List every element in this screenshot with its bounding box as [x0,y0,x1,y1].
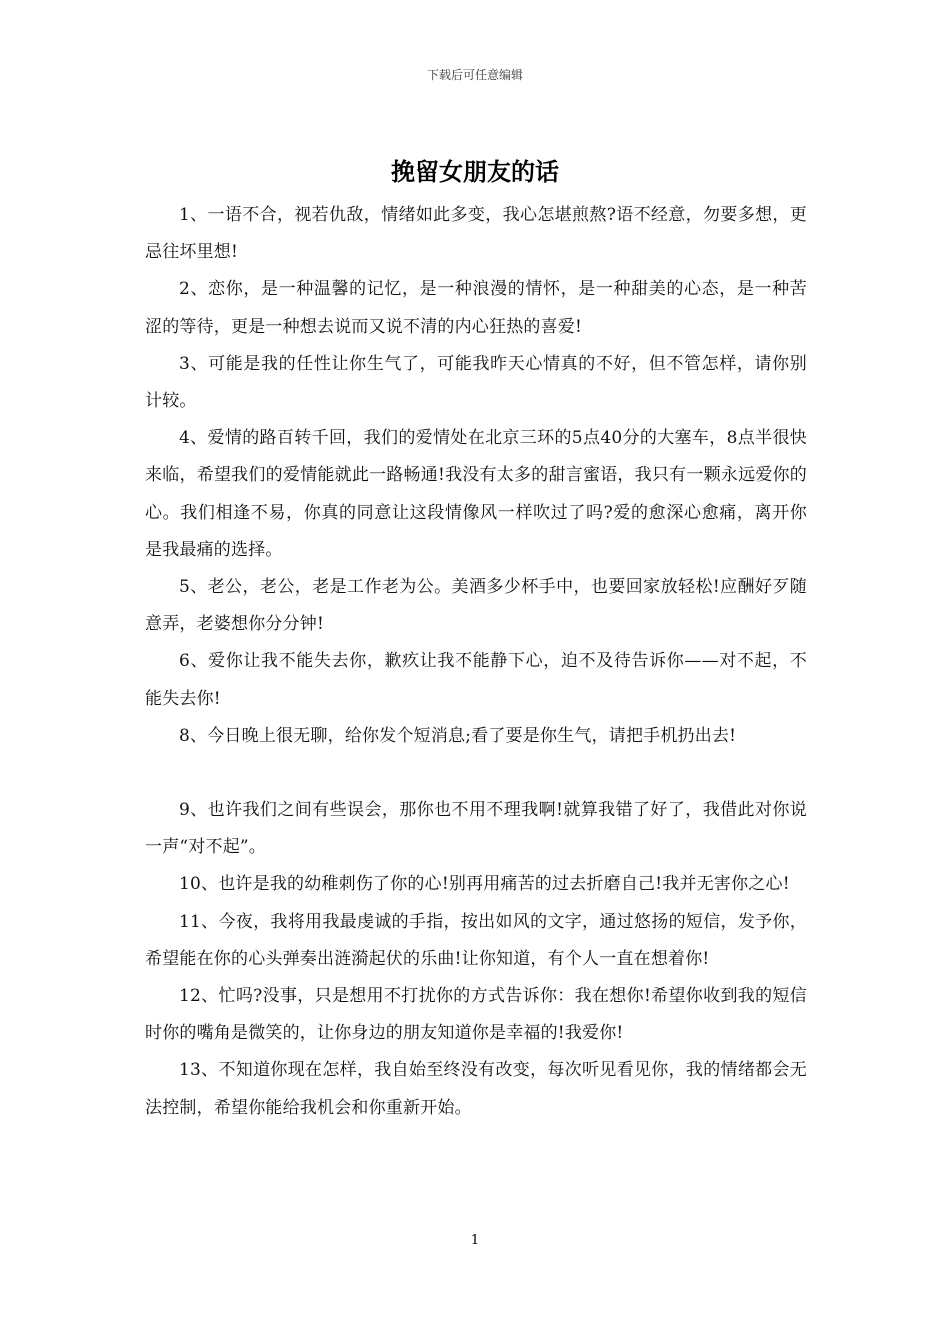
document-title: 挽留女朋友的话 [391,157,559,186]
paragraph-1: 1、一语不合，视若仇敌，情绪如此多变，我心怎堪煎熬?语不经意，勿要多想，更忌往坏里想! [145,205,807,263]
document-body [145,197,807,1127]
paragraph-12: 12、忙吗?没事，只是想用不打扰你的方式告诉你：我在想你!希望你收到我的短信时你的嘴角是微笑的，让你身边的朋友知道你是幸福的!我爱你! [145,986,807,1044]
paragraph-3: 3、可能是我的任性让你生气了，可能我昨天心情真的不好，但不管怎样，请你别计较。 [145,353,807,412]
paragraph-4: 4、爱情的路百转千回，我们的爱情处在北京三环的5点40分的大塞车，8点半很快来临，希望我们的爱情能就此一路畅通!我没有太多的甜言蜜语，我只有一颗永远爱你的心。我们相逢不易，你真的同意让这段情像风一样吹过了吗?爱的愈深心愈痛，离开你是我最痛的选择。 [145,428,807,560]
paragraph-11: 11、今夜，我将用我最虔诚的手指，按出如风的文字，通过悠扬的短信，发予你，希望能在你的心头弹奏出涟漪起伏的乐曲!让你知道，有个人一直在想着你! [145,911,807,969]
paragraph-13: 13、不知道你现在怎样，我自始至终没有改变，每次听见看见你，我的情绪都会无法控制，希望你能给我机会和你重新开始。 [145,1060,807,1118]
paragraph-9: 9、也许我们之间有些误会，那你也不用不理我啊!就算我错了好了，我借此对你说一声“对不起”。 [145,800,807,858]
paragraph-2: 2、恋你，是一种温馨的记忆，是一种浪漫的情怀，是一种甜美的心态，是一种苦涩的等待，更是一种想去说而又说不清的内心狂热的喜爱! [145,279,807,337]
paragraph-6: 6、爱你让我不能失去你，歉疚让我不能静下心，迫不及待告诉你——对不起，不能失去你! [145,651,807,709]
page-number: 1 [470,1233,480,1248]
paragraph-5: 5、老公，老公，老是工作老为公。美酒多少杯手中，也要回家放轻松!应酬好歹随意弄，老婆想你分分钟! [145,577,807,635]
blank-line [145,755,807,792]
paragraph-8: 8、今日晚上很无聊，给你发个短消息;看了要是你生气，请把手机扔出去! [179,725,737,746]
page-header: 下载后可任意编辑 [426,68,523,82]
paragraph-10: 10、也许是我的幼稚刺伤了你的心!别再用痛苦的过去折磨自己!我并无害你之心! [179,874,790,895]
